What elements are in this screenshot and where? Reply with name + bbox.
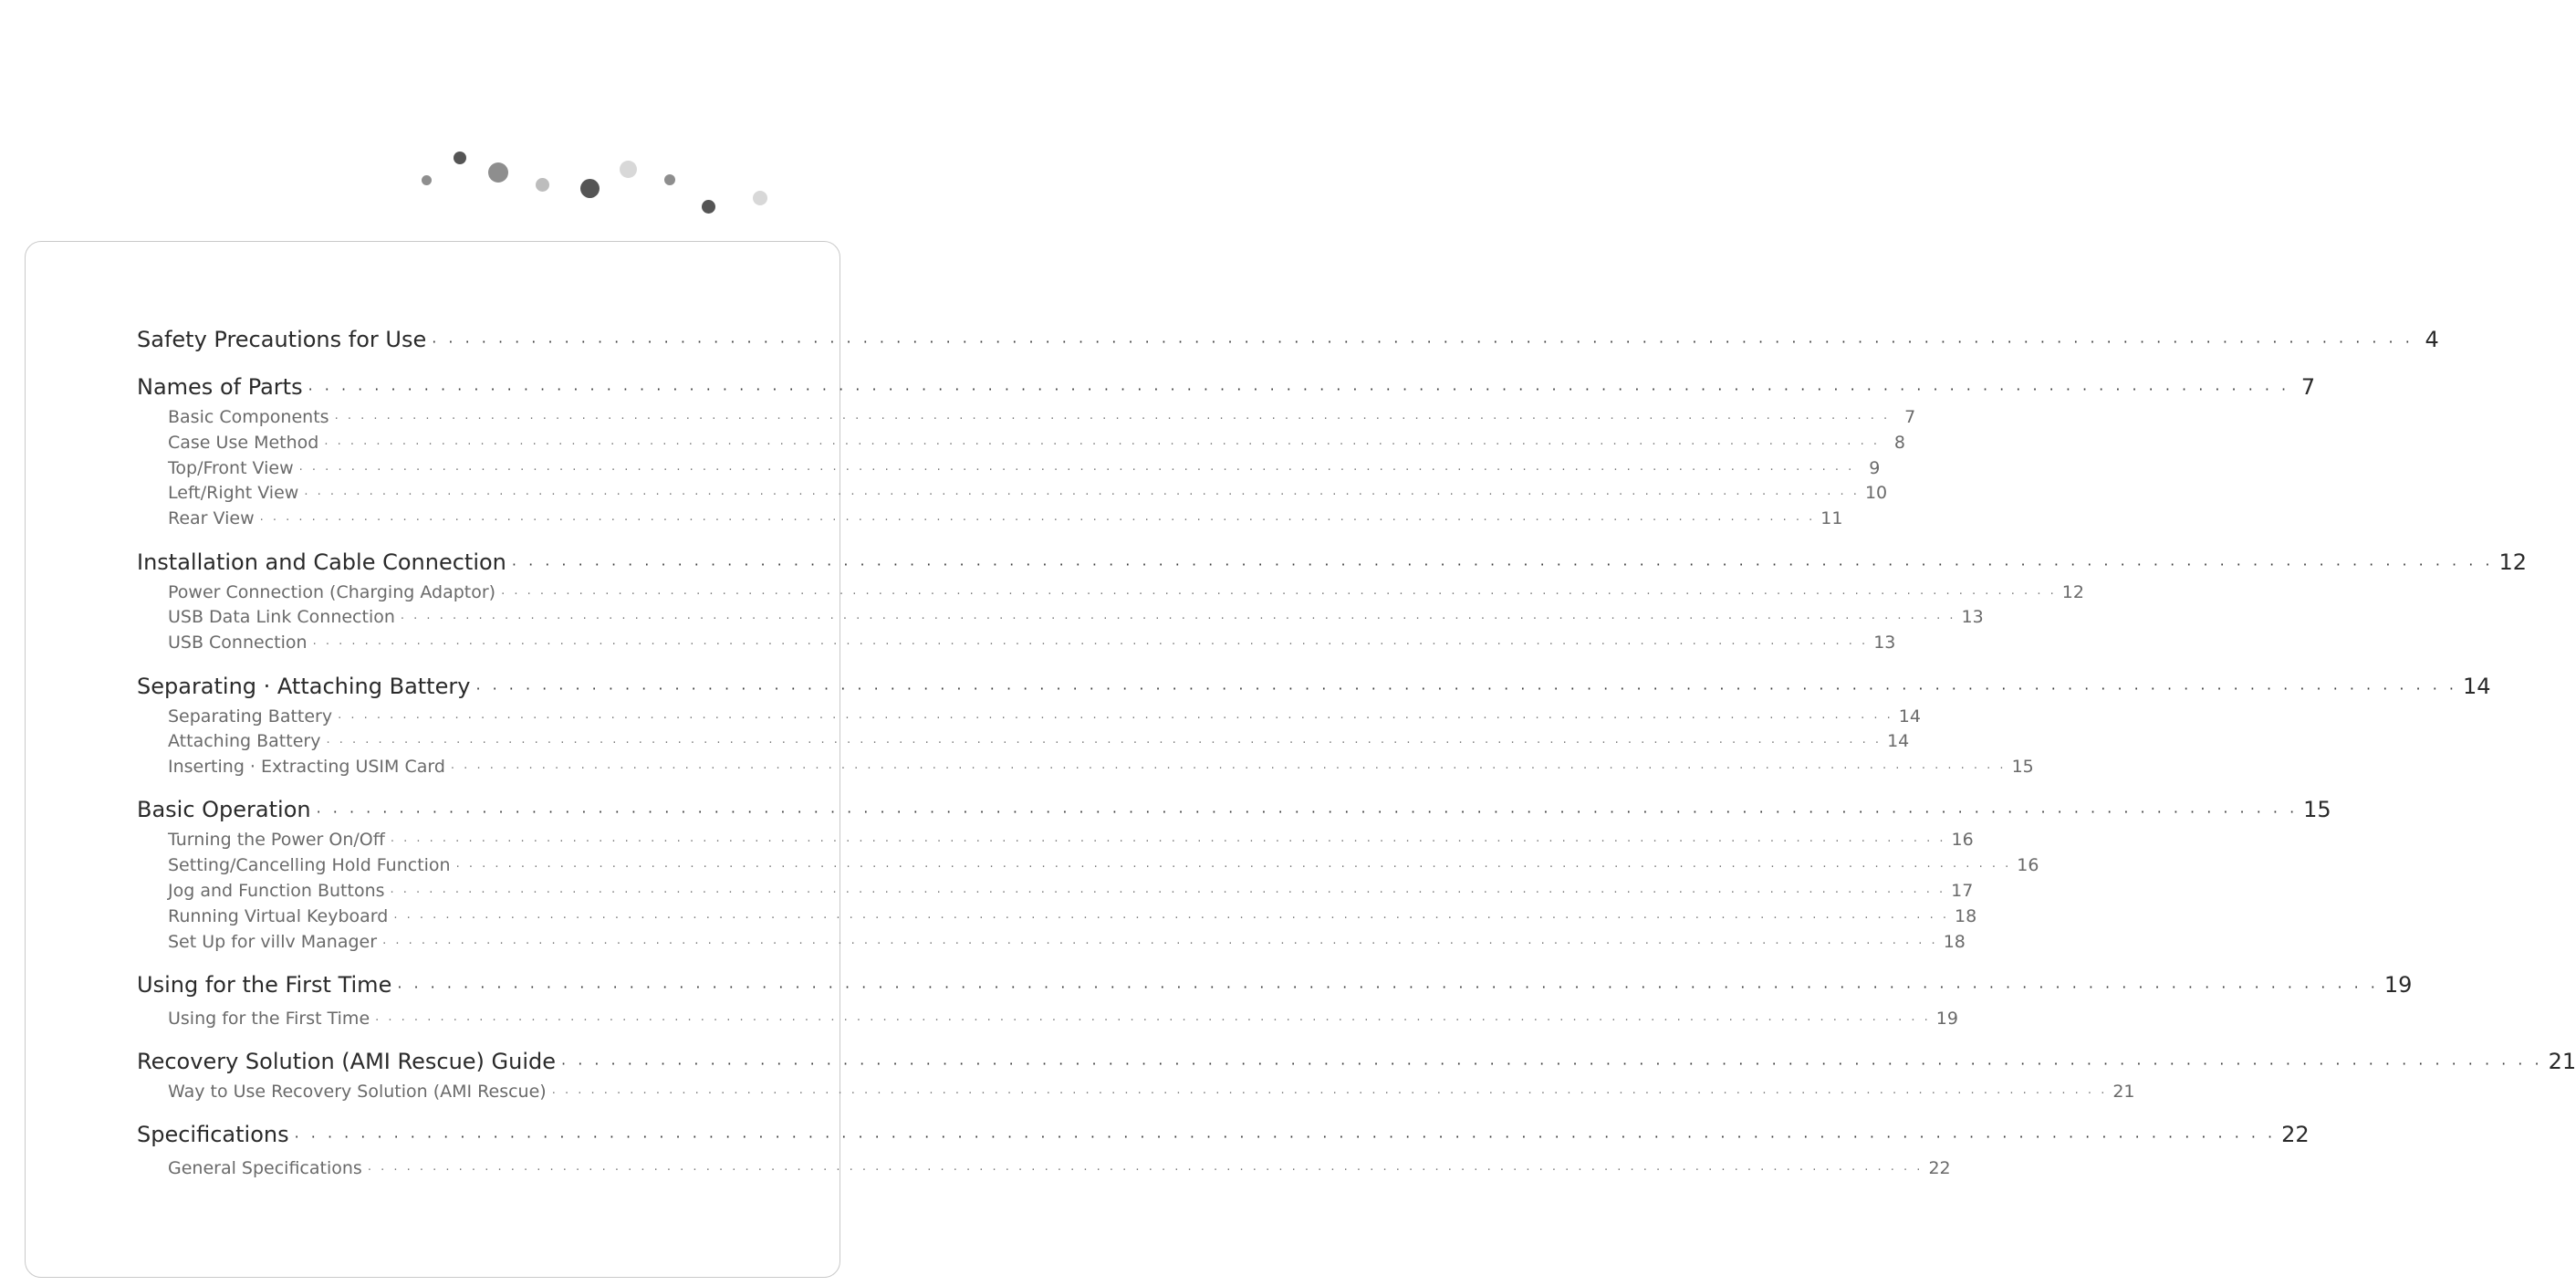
toc-entry-title: Running Virtual Keyboard bbox=[168, 906, 389, 926]
toc-entry-title: Attaching Battery bbox=[168, 731, 321, 751]
decorative-dots bbox=[0, 0, 867, 237]
toc-entry-title: Turning the Power On/Off bbox=[168, 830, 385, 850]
toc-dot-leader: · · · · · · · · · · · · · · · · · · · · · · · · · · · · · · · · · · · · · · · · · · · · · · · · · · · · · · · · · · · · · · · · · · · · · · · · · · · · · · · · · · · · · · · · · · · · · · · · · · · · · · · · · · · · · · · · · · · · · · · · bbox=[390, 835, 1946, 849]
toc-dot-leader: · · · · · · · · · · · · · · · · · · · · · · · · · · · · · · · · · · · · · · · · · · · · · · · · · · · · · · · · · · · · · · · · · · · · · · · · · · · · · · · · · · · · · · · · · · · · · · · · · · · · · · · · · · · · · · · · · · · · · · · · bbox=[551, 1087, 2108, 1101]
toc-entry-title: Inserting · Extracting USIM Card bbox=[168, 757, 445, 777]
toc-dot-leader: · · · · · · · · · · · · · · · · · · · · · · · · · · · · · · · · · · · · · · · · · · · · · · · · · · · · · · · · · · · · · · · · · · · · · · · · · · · · · · · · · · · · · · · · · · · · · · · · · · · · · · · · · · · · · · · · · · · · · · · · bbox=[450, 762, 2007, 776]
toc-entry-title: Rear View bbox=[168, 508, 255, 528]
toc-entry-title: USB Connection bbox=[168, 633, 308, 653]
toc-entry-title: Names of Parts bbox=[137, 374, 303, 400]
toc-entry-title: USB Data Link Connection bbox=[168, 607, 395, 627]
toc-dot-leader: · · · · · · · · · · · · · · · · · · · · · · · · · · · · · · · · · · · · · · · · · · · · · · · · · · · · · · · · · · · · · · · · · · · · · · · · · · · · · · · · · · · · · · · · · · · · · · · · · · · · · · · · · · · · · · · · · · · · · · · · bbox=[334, 413, 1891, 426]
toc-page-number: 13 bbox=[1873, 633, 1896, 653]
toc-dot-leader: · · · · · · · · · · · · · · · · · · · · · · · · · · · · · · · · · · · · · · · · · · · · · · · · · · · · · · · · · · · · · · · · · · · · · · · · · · · · · · · · · · · · · · · · · · · · · · · · · · · · · · · · · · · · · · · · · · · · · · · · bbox=[294, 1128, 2277, 1145]
toc-dot-leader: · · · · · · · · · · · · · · · · · · · · · · · · · · · · · · · · · · · · · · · · · · · · · · · · · · · · · · · · · · · · · · · · · · · · · · · · · · · · · · · · · · · · · · · · · · · · · · · · · · · · · · · · · · · · · · · · · · · · · · · · bbox=[382, 937, 1938, 951]
toc-subsection-entry bbox=[168, 582, 2084, 606]
toc-page-number: 13 bbox=[1961, 607, 1984, 627]
toc-entry-title: Recovery Solution (AMI Rescue) Guide bbox=[137, 1049, 557, 1074]
toc-dot-leader: · · · · · · · · · · · · · · · · · · · · · · · · · · · · · · · · · · · · · · · · · · · · · · · · · · · · · · · · · · · · · · · · · · · · · · · · · · · · · · · · · · · · · · · · · · · · · · · · · · · · · · · · · · · · · · · · · · · · · · · · bbox=[511, 556, 2494, 573]
toc-page-number: 18 bbox=[1943, 932, 1966, 952]
toc-page-number: 12 bbox=[2498, 549, 2527, 575]
toc-subsection-entry bbox=[168, 906, 1977, 930]
toc-dot-leader: · · · · · · · · · · · · · · · · · · · · · · · · · · · · · · · · · · · · · · · · · · · · · · · · · · · · · · · · · · · · · · · · · · · · · · · · · · · · · · · · · · · · · · · · · · · · · · · · · · · · · · · · · · · · · · · · · · · · · · · · bbox=[338, 712, 1893, 726]
toc-page-number: 19 bbox=[2383, 972, 2413, 998]
toc-entry-title: Jog and Function Buttons bbox=[168, 881, 385, 901]
toc-dot-leader: · · · · · · · · · · · · · · · · · · · · · · · · · · · · · · · · · · · · · · · · · · · · · · · · · · · · · · · · · · · · · · · · · · · · · · · · · · · · · · · · · · · · · · · · · · · · · · · · · · · · · · · · · · · · · · · · · · · · · · · · bbox=[393, 912, 1949, 925]
toc-subsection-entry bbox=[168, 407, 1916, 431]
toc-entry-title: Case Use Method bbox=[168, 433, 319, 453]
toc-page-number: 7 bbox=[2300, 374, 2316, 400]
toc-dot-leader: · · · · · · · · · · · · · · · · · · · · · · · · · · · · · · · · · · · · · · · · · · · · · · · · · · · · · · · · · · · · · · · · · · · · · · · · · · · · · · · · · · · · · · · · · · · · · · · · · · · · · · · · · · · · · · · · · · · · · · · · bbox=[298, 464, 1855, 477]
toc-entry-title: Top/Front View bbox=[168, 458, 294, 478]
toc-subsection-entry bbox=[168, 855, 2039, 879]
toc-dot-leader: · · · · · · · · · · · · · · · · · · · · · · · · · · · · · · · · · · · · · · · · · · · · · · · · · · · · · · · · · · · · · · · · · · · · · · · · · · · · · · · · · · · · · · · · · · · · · · · · · · · · · · · · · · · · · · · · · · · · · · · · bbox=[375, 1014, 1931, 1028]
toc-subsection-entry bbox=[168, 458, 1881, 482]
toc-entry-title: Basic Components bbox=[168, 407, 329, 427]
decorative-dot bbox=[580, 179, 600, 198]
toc-page-number: 17 bbox=[1951, 881, 1974, 901]
toc-subsection-entry bbox=[168, 881, 1974, 904]
toc-dot-leader: · · · · · · · · · · · · · · · · · · · · · · · · · · · · · · · · · · · · · · · · · · · · · · · · · · · · · · · · · · · · · · · · · · · · · · · · · · · · · · · · · · · · · · · · · · · · · · · · · · · · · · · · · · · · · · · · · · · · · · · · bbox=[367, 1164, 1924, 1177]
toc-section-entry bbox=[137, 797, 2331, 824]
toc-dot-leader: · · · · · · · · · · · · · · · · · · · · · · · · · · · · · · · · · · · · · · · · · · · · · · · · · · · · · · · · · · · · · · · · · · · · · · · · · · · · · · · · · · · · · · · · · · · · · · · · · · · · · · · · · · · · · · · · · · · · · · · · bbox=[312, 638, 1869, 652]
toc-page-number: 22 bbox=[2281, 1122, 2310, 1147]
toc-page-number: 19 bbox=[1935, 1009, 1958, 1029]
toc-section-entry bbox=[137, 972, 2413, 999]
toc-entry-title: Way to Use Recovery Solution (AMI Rescue) bbox=[168, 1082, 547, 1102]
toc-section-entry bbox=[137, 327, 2439, 354]
toc-dot-leader: · · · · · · · · · · · · · · · · · · · · · · · · · · · · · · · · · · · · · · · · · · · · · · · · · · · · · · · · · · · · · · · · · · · · · · · · · · · · · · · · · · · · · · · · · · · · · · · · · · · · · · · · · · · · · · · · · · · · · · · · bbox=[316, 803, 2299, 821]
toc-page-number: 21 bbox=[2548, 1049, 2576, 1074]
toc-entry-title: General Specifications bbox=[168, 1158, 362, 1178]
toc-entry-title: Set Up for villv Manager bbox=[168, 932, 378, 952]
toc-page-number: 10 bbox=[1864, 483, 1888, 503]
toc-page-number: 14 bbox=[1898, 706, 1921, 727]
toc-section-entry bbox=[137, 1122, 2310, 1149]
toc-page-number: 22 bbox=[1928, 1158, 1951, 1178]
toc-page-number: 14 bbox=[1887, 731, 1910, 751]
toc-subsection-entry bbox=[168, 1009, 1958, 1032]
decorative-dot bbox=[536, 178, 549, 192]
decorative-dot bbox=[454, 152, 466, 164]
toc-entry-title: Specifications bbox=[137, 1122, 289, 1147]
toc-entry-title: Separating · Attaching Battery bbox=[137, 674, 471, 699]
toc-subsection-entry bbox=[168, 1082, 2135, 1105]
toc-subsection-entry bbox=[168, 433, 1905, 456]
toc-subsection-entry bbox=[168, 830, 1974, 853]
toc-page-number: 12 bbox=[2061, 582, 2084, 602]
toc-dot-leader: · · · · · · · · · · · · · · · · · · · · · · · · · · · · · · · · · · · · · · · · · · · · · · · · · · · · · · · · · · · · · · · · · · · · · · · · · · · · · · · · · · · · · · · · · · · · · · · · · · · · · · · · · · · · · · · · · · · · · · · · bbox=[390, 886, 1946, 900]
toc-page-number: 8 bbox=[1893, 433, 1905, 453]
toc-subsection-entry bbox=[168, 483, 1888, 507]
toc-dot-leader: · · · · · · · · · · · · · · · · · · · · · · · · · · · · · · · · · · · · · · · · · · · · · · · · · · · · · · · · · · · · · · · · · · · · · · · · · · · · · · · · · · · · · · · · · · · · · · · · · · · · · · · · · · · · · · · · · · · · · · · · bbox=[501, 588, 2057, 601]
decorative-dot bbox=[422, 175, 432, 185]
toc-dot-leader: · · · · · · · · · · · · · · · · · · · · · · · · · · · · · · · · · · · · · · · · · · · · · · · · · · · · · · · · · · · · · · · · · · · · · · · · · · · · · · · · · · · · · · · · · · · · · · · · · · · · · · · · · · · · · · · · · · · · · · · · bbox=[397, 978, 2379, 996]
toc-dot-leader: · · · · · · · · · · · · · · · · · · · · · · · · · · · · · · · · · · · · · · · · · · · · · · · · · · · · · · · · · · · · · · · · · · · · · · · · · · · · · · · · · · · · · · · · · · · · · · · · · · · · · · · · · · · · · · · · · · · · · · · · bbox=[432, 333, 2414, 350]
decorative-dot bbox=[702, 200, 715, 214]
toc-subsection-entry bbox=[168, 633, 1896, 656]
toc-page-number: 11 bbox=[1820, 508, 1843, 528]
toc-dot-leader: · · · · · · · · · · · · · · · · · · · · · · · · · · · · · · · · · · · · · · · · · · · · · · · · · · · · · · · · · · · · · · · · · · · · · · · · · · · · · · · · · · · · · · · · · · · · · · · · · · · · · · · · · · · · · · · · · · · · · · · · bbox=[304, 488, 1860, 502]
toc-entry-title: Safety Precautions for Use bbox=[137, 327, 427, 352]
toc-dot-leader: · · · · · · · · · · · · · · · · · · · · · · · · · · · · · · · · · · · · · · · · · · · · · · · · · · · · · · · · · · · · · · · · · · · · · · · · · · · · · · · · · · · · · · · · · · · · · · · · · · · · · · · · · · · · · · · · · · · · · · · · bbox=[326, 737, 1882, 750]
toc-dot-leader: · · · · · · · · · · · · · · · · · · · · · · · · · · · · · · · · · · · · · · · · · · · · · · · · · · · · · · · · · · · · · · · · · · · · · · · · · · · · · · · · · · · · · · · · · · · · · · · · · · · · · · · · · · · · · · · · · · · · · · · · bbox=[324, 438, 1880, 452]
toc-subsection-entry bbox=[168, 757, 2034, 780]
toc-section-entry bbox=[137, 1049, 2576, 1076]
toc-page-number: 15 bbox=[2011, 757, 2034, 777]
toc-entry-title: Left/Right View bbox=[168, 483, 299, 503]
toc-subsection-entry bbox=[168, 508, 1843, 532]
toc-dot-leader: · · · · · · · · · · · · · · · · · · · · · · · · · · · · · · · · · · · · · · · · · · · · · · · · · · · · · · · · · · · · · · · · · · · · · · · · · · · · · · · · · · · · · · · · · · · · · · · · · · · · · · · · · · · · · · · · · · · · · · · · bbox=[259, 514, 1816, 528]
toc-section-entry bbox=[137, 674, 2491, 701]
toc-dot-leader: · · · · · · · · · · · · · · · · · · · · · · · · · · · · · · · · · · · · · · · · · · · · · · · · · · · · · · · · · · · · · · · · · · · · · · · · · · · · · · · · · · · · · · · · · · · · · · · · · · · · · · · · · · · · · · · · · · · · · · · · bbox=[400, 612, 1956, 626]
toc-page-number: 16 bbox=[2017, 855, 2039, 875]
toc-dot-leader: · · · · · · · · · · · · · · · · · · · · · · · · · · · · · · · · · · · · · · · · · · · · · · · · · · · · · · · · · · · · · · · · · · · · · · · · · · · · · · · · · · · · · · · · · · · · · · · · · · · · · · · · · · · · · · · · · · · · · · · · bbox=[308, 381, 2290, 398]
toc-page-number: 16 bbox=[1951, 830, 1974, 850]
decorative-dot bbox=[753, 191, 767, 205]
toc-subsection-entry bbox=[168, 706, 1921, 730]
toc-section-entry bbox=[137, 549, 2527, 577]
toc-subsection-entry bbox=[168, 731, 1910, 755]
decorative-dot bbox=[488, 162, 508, 183]
toc-dot-leader: · · · · · · · · · · · · · · · · · · · · · · · · · · · · · · · · · · · · · · · · · · · · · · · · · · · · · · · · · · · · · · · · · · · · · · · · · · · · · · · · · · · · · · · · · · · · · · · · · · · · · · · · · · · · · · · · · · · · · · · · bbox=[455, 861, 2012, 874]
decorative-dot bbox=[664, 174, 675, 185]
toc-dot-leader: · · · · · · · · · · · · · · · · · · · · · · · · · · · · · · · · · · · · · · · · · · · · · · · · · · · · · · · · · · · · · · · · · · · · · · · · · · · · · · · · · · · · · · · · · · · · · · · · · · · · · · · · · · · · · · · · · · · · · · · · bbox=[561, 1055, 2543, 1072]
toc-page-number: 9 bbox=[1869, 458, 1881, 478]
toc-entry-title: Power Connection (Charging Adaptor) bbox=[168, 582, 496, 602]
toc-entry-title: Basic Operation bbox=[137, 797, 311, 822]
toc-page-number: 15 bbox=[2303, 797, 2331, 822]
toc-dot-leader: · · · · · · · · · · · · · · · · · · · · · · · · · · · · · · · · · · · · · · · · · · · · · · · · · · · · · · · · · · · · · · · · · · · · · · · · · · · · · · · · · · · · · · · · · · · · · · · · · · · · · · · · · · · · · · · · · · · · · · · · bbox=[475, 680, 2457, 697]
toc-page-number: 7 bbox=[1904, 407, 1916, 427]
toc-subsection-entry bbox=[168, 932, 1966, 956]
toc-page-number: 18 bbox=[1954, 906, 1977, 926]
toc-entry-title: Using for the First Time bbox=[137, 972, 392, 998]
decorative-dot bbox=[620, 161, 637, 178]
toc-entry-title: Using for the First Time bbox=[168, 1009, 370, 1029]
toc-entry-title: Setting/Cancelling Hold Function bbox=[168, 855, 451, 875]
toc-entry-title: Installation and Cable Connection bbox=[137, 549, 506, 575]
toc-subsection-entry bbox=[168, 1158, 1951, 1182]
toc-section-entry bbox=[137, 374, 2316, 402]
toc-page-number: 4 bbox=[2425, 327, 2439, 352]
toc-page-number: 14 bbox=[2462, 674, 2491, 699]
toc-entry-title: Separating Battery bbox=[168, 706, 333, 727]
toc-subsection-entry bbox=[168, 607, 1984, 631]
toc-page-number: 21 bbox=[2112, 1082, 2135, 1102]
